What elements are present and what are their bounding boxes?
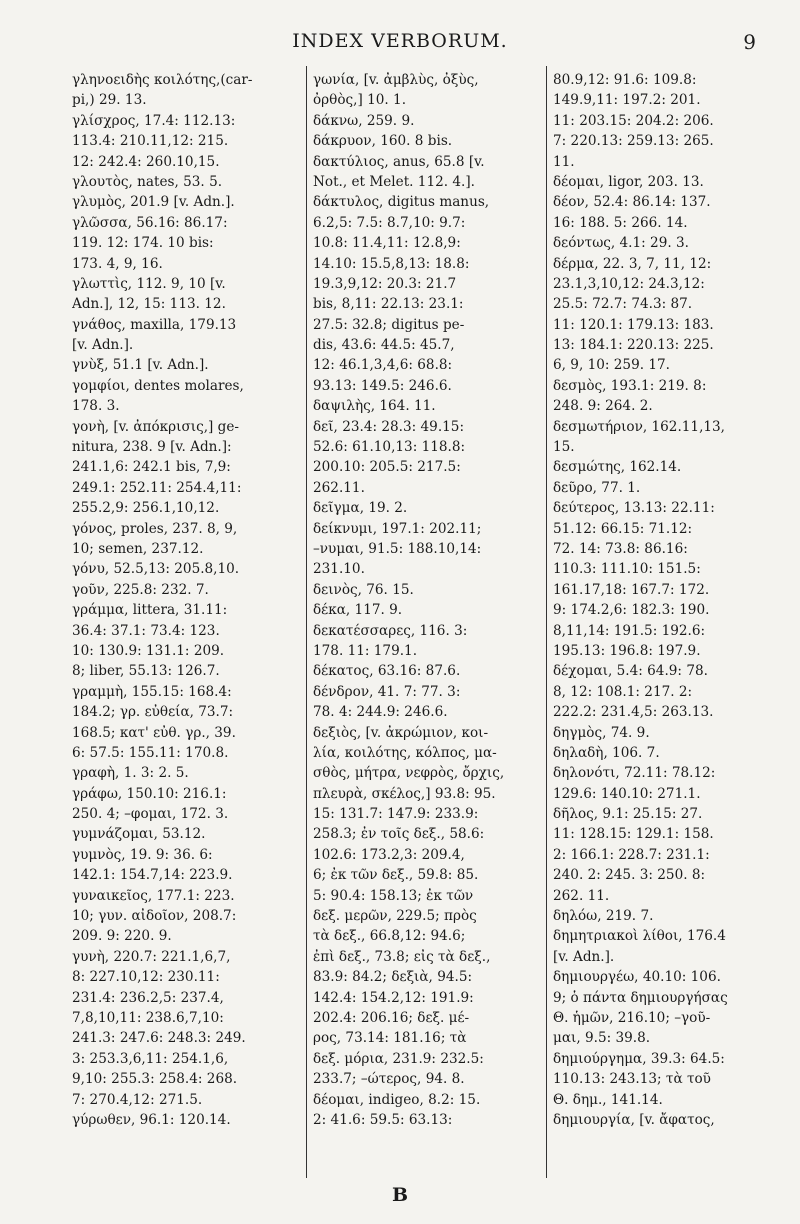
page-header	[0, 30, 800, 60]
index-line: γλίσχρος, 17.4: 112.13:	[72, 112, 236, 129]
index-line: 14.10: 15.5,8,13: 18.8:	[313, 255, 470, 272]
index-line: δεξ. μόρια, 231.9: 232.5:	[313, 1050, 484, 1067]
index-line: 8,11,14: 191.5: 192.6:	[553, 622, 706, 639]
index-line: 222.2: 231.4,5: 263.13.	[553, 704, 714, 721]
index-line: 3: 253.3,6,11: 254.1,6,	[72, 1050, 229, 1067]
index-line: τὰ δεξ., 66.8,12: 94.6;	[313, 928, 466, 945]
index-line: δηλονότι, 72.11: 78.12:	[553, 765, 716, 782]
index-line: 15.	[553, 439, 575, 456]
index-line: 102.6: 173.2,3: 209.4,	[313, 846, 465, 863]
index-line: γλυμὸς, 201.9 [v. Adn.].	[72, 194, 235, 211]
index-line: δέχομαι, 5.4: 64.9: 78.	[553, 663, 708, 680]
index-column-middle	[306, 66, 546, 1178]
index-line: –νυμαι, 91.5: 188.10,14:	[313, 540, 482, 557]
index-line: 231.4: 236.2,5: 237.4,	[72, 989, 224, 1006]
index-line: δεσμωτήριον, 162.11,13,	[553, 418, 726, 435]
index-line: ρος, 73.14: 181.16; τὰ	[313, 1030, 467, 1047]
index-line: γλωττὶς, 112. 9, 10 [v.	[72, 275, 226, 292]
index-line: δεῦρο, 77. 1.	[553, 479, 641, 496]
index-line: 6, 9, 10: 259. 17.	[553, 357, 670, 374]
index-line: δάκρυον, 160. 8 bis.	[313, 133, 453, 150]
index-line: 8; liber, 55.13: 126.7.	[72, 663, 220, 680]
index-line: 6: 57.5: 155.11: 170.8.	[72, 744, 229, 761]
index-line: δεῖγμα, 19. 2.	[313, 500, 408, 517]
index-line: γυνὴ, 220.7: 221.1,6,7,	[72, 948, 231, 965]
index-line: 149.9,11: 197.2: 201.	[553, 92, 701, 109]
index-line: δείκνυμι, 197.1: 202.11;	[313, 520, 482, 537]
index-line: γνὺξ, 51.1 [v. Adn.].	[72, 357, 209, 374]
index-line: 119. 12: 174. 10 bis:	[72, 235, 214, 252]
index-line: Θ. ἡμῶν, 216.10; –γοῦ-	[553, 1009, 711, 1026]
index-line: 209. 9: 220. 9.	[72, 928, 172, 945]
index-line: 241.1,6: 242.1 bis, 7,9:	[72, 459, 231, 476]
index-line: δένδρον, 41. 7: 77. 3:	[313, 683, 461, 700]
index-line: 12: 46.1,3,4,6: 68.8:	[313, 357, 453, 374]
index-line: 161.17,18: 167.7: 172.	[553, 581, 710, 598]
index-line: 9,10: 255.3: 258.4: 268.	[72, 1071, 238, 1088]
index-line: γονὴ, [v. ἀπόκρισις,] ge-	[72, 418, 239, 435]
index-line: 233.7; –ώτερος, 94. 8.	[313, 1071, 465, 1088]
index-line: πλευρὰ, σκέλος,] 93.8: 95.	[313, 785, 496, 802]
index-line: δεκατέσσαρες, 116. 3:	[313, 622, 468, 639]
index-line: δεξ. μερῶν, 229.5; πρὸς	[313, 908, 477, 925]
running-title: INDEX VERBORUM.	[292, 30, 508, 52]
index-line: 249.1: 252.11: 254.4,11:	[72, 479, 242, 496]
index-line: 12: 242.4: 260.10,15.	[72, 153, 220, 170]
signature-mark: B	[391, 1184, 409, 1206]
index-line: δῆλος, 9.1: 25.15: 27.	[553, 806, 703, 823]
index-line: 202.4: 206.16; δεξ. μέ-	[313, 1009, 470, 1026]
index-line: 6; ἐκ τῶν δεξ., 59.8: 85.	[313, 867, 479, 884]
index-line: δηλαδὴ, 106. 7.	[553, 744, 660, 761]
page-number: 9	[743, 30, 756, 54]
index-line: Not., et Melet. 112. 4.].	[313, 173, 475, 190]
index-column-left	[66, 66, 306, 1178]
index-line: δάκνω, 259. 9.	[313, 112, 415, 129]
index-line: 23.1,3,10,12: 24.3,12:	[553, 275, 705, 292]
index-line: 51.12: 66.15: 71.12:	[553, 520, 693, 537]
index-line: γωνία, [v. ἀμβλὺς, ὀξὺς,	[313, 72, 479, 88]
index-line: 13: 184.1: 220.13: 225.	[553, 337, 714, 354]
index-line: γλουτὸς, nates, 53. 5.	[72, 173, 223, 190]
index-line: γύρωθεν, 96.1: 120.14.	[72, 1111, 231, 1128]
index-line: 93.13: 149.5: 246.6.	[313, 377, 452, 394]
index-line: 262.11.	[313, 479, 365, 496]
index-line: λία, κοιλότης, κόλπος, μα-	[313, 744, 497, 761]
index-line: 8, 12: 108.1: 217. 2:	[553, 683, 693, 700]
index-line: 9: 174.2,6: 182.3: 190.	[553, 602, 710, 619]
index-line: 36.4: 37.1: 73.4: 123.	[72, 622, 220, 639]
index-line: 10; γυν. αἰδοῖον, 208.7:	[72, 908, 237, 925]
index-column-right	[546, 66, 786, 1178]
index-line: γραμμὴ, 155.15: 168.4:	[72, 683, 232, 700]
index-line: 195.13: 196.8: 197.9.	[553, 642, 701, 659]
index-line: δέον, 52.4: 86.14: 137.	[553, 194, 711, 211]
index-line: Adn.], 12, 15: 113. 12.	[72, 296, 226, 313]
index-line: γλῶσσα, 56.16: 86.17:	[72, 214, 228, 231]
index-line: δέομαι, ligor, 203. 13.	[553, 173, 704, 190]
index-line: 168.5; κατ' εὐθ. γρ., 39.	[72, 724, 236, 741]
index-line: γόνυ, 52.5,13: 205.8,10.	[72, 561, 240, 578]
index-line: δημιούργημα, 39.3: 64.5:	[553, 1050, 725, 1067]
index-line: δεόντως, 4.1: 29. 3.	[553, 235, 689, 252]
index-line: δέκα, 117. 9.	[313, 602, 403, 619]
index-line: δεσμώτης, 162.14.	[553, 459, 682, 476]
index-line: δέρμα, 22. 3, 7, 11, 12:	[553, 255, 712, 272]
index-line: 11: 203.15: 204.2: 206.	[553, 112, 714, 129]
index-line: 258.3; ἐν τοῖς δεξ., 58.6:	[313, 826, 485, 843]
index-line: 2: 166.1: 228.7: 231.1:	[553, 846, 710, 863]
index-line: γυμνὸς, 19. 9: 36. 6:	[72, 846, 213, 863]
index-line: 240. 2: 245. 3: 250. 8:	[553, 867, 706, 884]
index-line: 9; ὁ πάντα δημιουργήσας	[553, 989, 728, 1006]
index-line: 10.8: 11.4,11: 12.8,9:	[313, 235, 461, 252]
index-line: nitura, 238. 9 [v. Adn.]:	[72, 439, 232, 456]
index-line: δημητριακοὶ λίθοι, 176.4	[553, 928, 726, 945]
index-line: δεξιὸς, [v. ἀκρώμιον, κοι-	[313, 724, 489, 741]
index-line: ὀρθὸς,] 10. 1.	[313, 92, 407, 109]
index-line: μαι, 9.5: 39.8.	[553, 1030, 651, 1047]
index-line: bis, 8,11: 22.13: 23.1:	[313, 296, 464, 313]
index-line: 231.10.	[313, 561, 365, 578]
index-line: 10; semen, 237.12.	[72, 540, 204, 557]
index-line: 25.5: 72.7: 74.3: 87.	[553, 296, 693, 313]
index-line: 178. 11: 179.1.	[313, 642, 418, 659]
index-line: dis, 43.6: 44.5: 45.7,	[313, 337, 455, 354]
index-line: 250. 4; –φομαι, 172. 3.	[72, 806, 229, 823]
index-line: 173. 4, 9, 16.	[72, 255, 163, 272]
index-line: 113.4: 210.11,12: 215.	[72, 133, 229, 150]
index-line: 142.1: 154.7,14: 223.9.	[72, 867, 233, 884]
index-line: 52.6: 61.10,13: 118.8:	[313, 439, 466, 456]
index-line: 72. 14: 73.8: 86.16:	[553, 540, 688, 557]
index-line: δέκατος, 63.16: 87.6.	[313, 663, 461, 680]
index-line: 7,8,10,11: 238.6,7,10:	[72, 1009, 224, 1026]
index-line: 129.6: 140.10: 271.1.	[553, 785, 701, 802]
index-line: 11.	[553, 153, 575, 170]
index-line: δεῖ, 23.4: 28.3: 49.15:	[313, 418, 465, 435]
index-line: 78. 4: 244.9: 246.6.	[313, 704, 448, 721]
index-line: δαψιλὴς, 164. 11.	[313, 398, 436, 415]
index-line: 8: 227.10,12: 230.11:	[72, 969, 220, 986]
index-line: 11: 128.15: 129.1: 158.	[553, 826, 714, 843]
index-line: pi,) 29. 13.	[72, 92, 147, 109]
index-line: 7: 270.4,12: 271.5.	[72, 1091, 203, 1108]
index-line: 19.3,9,12: 20.3: 21.7	[313, 275, 457, 292]
index-line: 83.9: 84.2; δεξιὰ, 94.5:	[313, 969, 473, 986]
index-line: γράφω, 150.10: 216.1:	[72, 785, 227, 802]
index-line: ἐπὶ δεξ., 73.8; εἰς τὰ δεξ.,	[313, 948, 491, 965]
index-line: γραφὴ, 1. 3: 2. 5.	[72, 765, 189, 782]
index-line: δηλόω, 219. 7.	[553, 908, 654, 925]
index-line: γόνος, proles, 237. 8, 9,	[72, 520, 238, 537]
index-line: δεινὸς, 76. 15.	[313, 581, 414, 598]
index-line: 262. 11.	[553, 887, 610, 904]
index-line: 10: 130.9: 131.1: 209.	[72, 642, 225, 659]
index-line: 6.2,5: 7.5: 8.7,10: 9.7:	[313, 214, 466, 231]
index-line: δέομαι, indigeo, 8.2: 15.	[313, 1091, 481, 1108]
index-line: 184.2; γρ. εὐθεία, 73.7:	[72, 704, 234, 721]
index-line: γνάθος, maxilla, 179.13	[72, 316, 237, 333]
index-line: 11: 120.1: 179.13: 183.	[553, 316, 714, 333]
index-line: 110.13: 243.13; τὰ τοῦ	[553, 1071, 711, 1088]
index-line: 5: 90.4: 158.13; ἐκ τῶν	[313, 887, 474, 904]
index-line: 142.4: 154.2,12: 191.9:	[313, 989, 474, 1006]
index-line: 15: 131.7: 147.9: 233.9:	[313, 806, 479, 823]
index-line: 80.9,12: 91.6: 109.8:	[553, 72, 697, 88]
index-line: δακτύλιος, anus, 65.8 [v.	[313, 153, 485, 170]
index-line: δημιουργία, [v. ἄφατος,	[553, 1111, 715, 1128]
index-line: γράμμα, littera, 31.11:	[72, 602, 228, 619]
index-line: Θ. δημ., 141.14.	[553, 1091, 663, 1108]
index-line: 110.3: 111.10: 151.5:	[553, 561, 701, 578]
index-line: [v. Adn.].	[553, 948, 615, 965]
index-line: σθὸς, μήτρα, νεφρὸς, ὄρχις,	[313, 765, 505, 782]
index-line: γυμνάζομαι, 53.12.	[72, 826, 206, 843]
index-line: [v. Adn.].	[72, 337, 134, 354]
index-line: 200.10: 205.5: 217.5:	[313, 459, 461, 476]
index-line: 178. 3.	[72, 398, 120, 415]
index-line: δάκτυλος, digitus manus,	[313, 194, 490, 211]
index-line: 27.5: 32.8; digitus pe-	[313, 316, 465, 333]
index-line: 248. 9: 264. 2.	[553, 398, 653, 415]
index-line: 2: 41.6: 59.5: 63.13:	[313, 1111, 453, 1128]
index-line: 241.3: 247.6: 248.3: 249.	[72, 1030, 246, 1047]
index-line: γομφίοι, dentes molares,	[72, 377, 244, 394]
index-line: δηγμὸς, 74. 9.	[553, 724, 650, 741]
index-line: γοῦν, 225.8: 232. 7.	[72, 581, 209, 598]
index-columns	[66, 66, 786, 1178]
index-line: 16: 188. 5: 266. 14.	[553, 214, 688, 231]
index-line: 7: 220.13: 259.13: 265.	[553, 133, 714, 150]
index-line: δεσμὸς, 193.1: 219. 8:	[553, 377, 707, 394]
index-line: γυναικεῖος, 177.1: 223.	[72, 887, 235, 904]
index-line: γληνοειδὴς κοιλότης,(car-	[72, 72, 253, 88]
index-line: δημιουργέω, 40.10: 106.	[553, 969, 721, 986]
index-line: 255.2,9: 256.1,10,12.	[72, 500, 220, 517]
index-line: δεύτερος, 13.13: 22.11:	[553, 500, 715, 517]
